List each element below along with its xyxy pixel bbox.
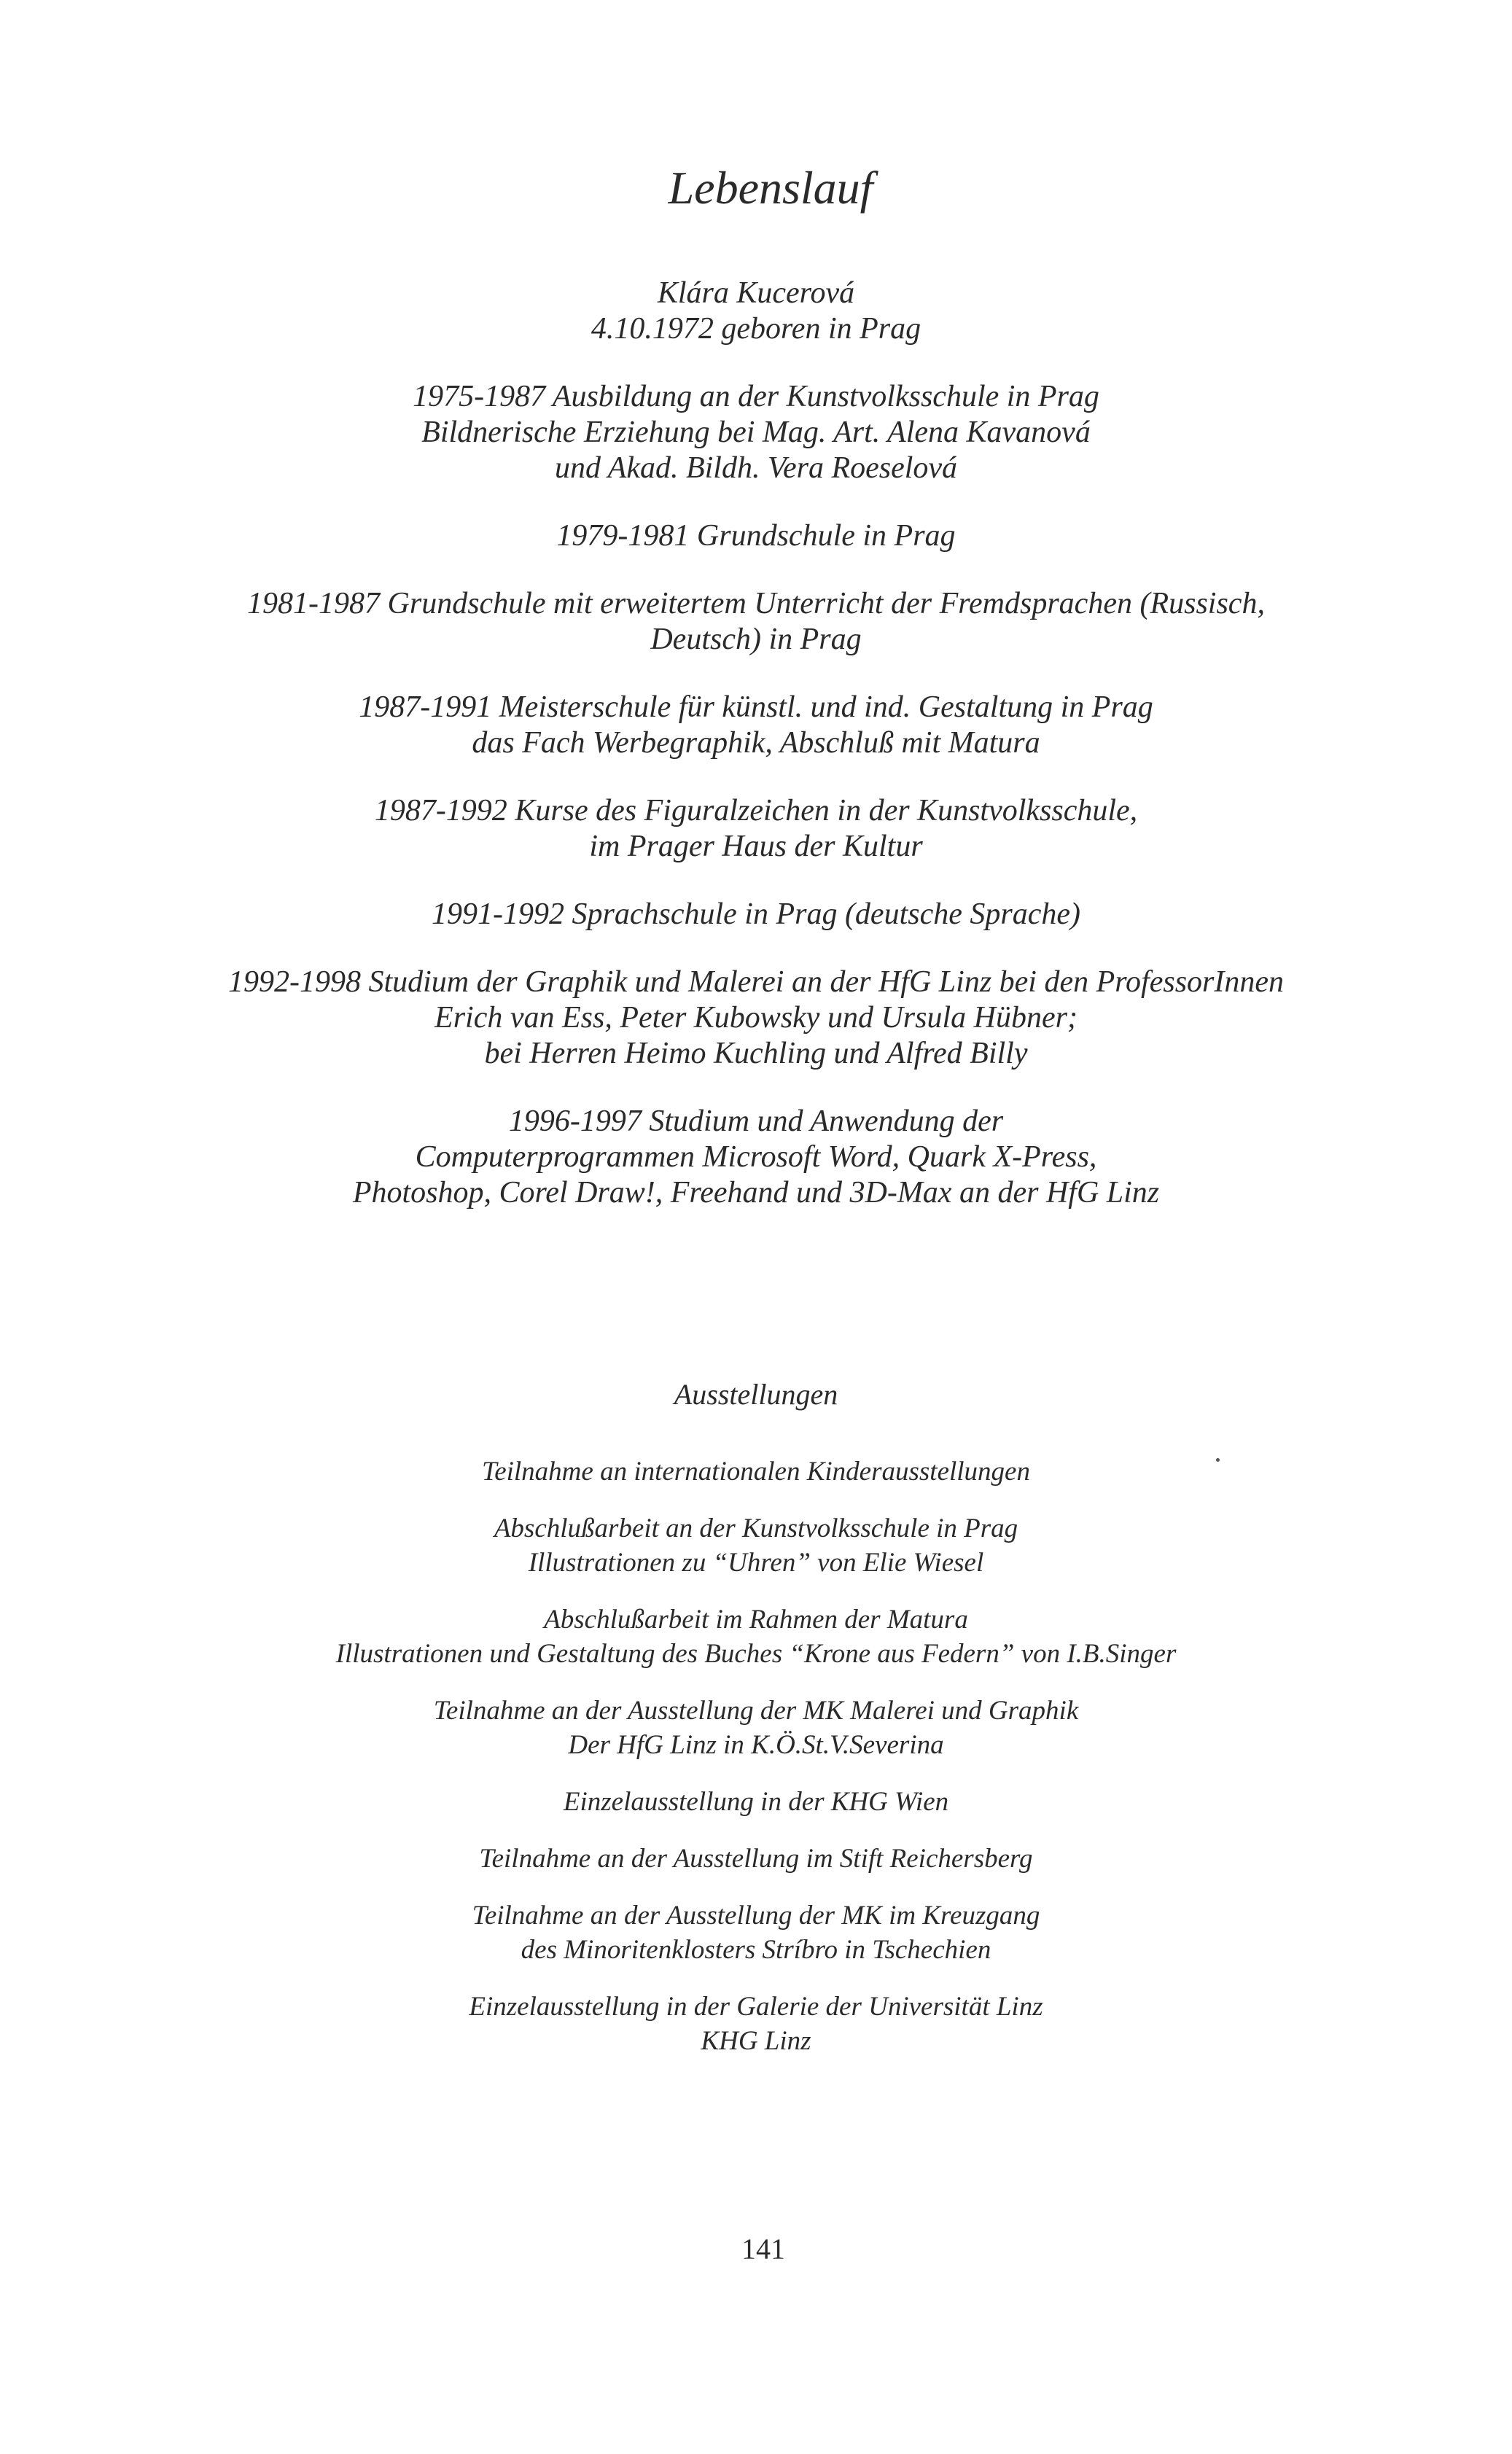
exhibition-line: Illustrationen zu “Uhren” von Elie Wiesel <box>528 1548 984 1578</box>
exhibitions-section <box>117 1454 1395 2058</box>
exhibition-entry <box>117 1454 1395 1489</box>
bio-line: bei Herren Heimo Kuchling und Alfred Billy <box>484 1037 1028 1070</box>
bio-line: und Akad. Bildh. Vera Roeselová <box>554 451 958 485</box>
exhibition-line: KHG Linz <box>701 2026 811 2056</box>
scan-speck <box>1216 1458 1220 1462</box>
bio-entry <box>117 1104 1395 1211</box>
exhibition-entry <box>117 1898 1395 1967</box>
bio-line: 1987-1992 Kurse des Figuralzeichen in der Kunstvolksschule, <box>374 794 1138 827</box>
exhibition-entry <box>117 1785 1395 1819</box>
bio-line: Erich van Ess, Peter Kubowsky und Ursula Hübner; <box>434 1001 1078 1035</box>
page-number: 141 <box>741 2232 785 2265</box>
bio-line: 1975-1987 Ausbildung an der Kunstvolksschule in Prag <box>413 380 1099 413</box>
bio-line: 1981-1987 Grundschule mit erweitertem Unterricht der Fremdsprachen (Russisch, <box>247 587 1265 620</box>
bio-line: das Fach Werbegraphik, Abschluß mit Matura <box>472 726 1040 760</box>
exhibition-line: Der HfG Linz in K.Ö.St.V.Severina <box>568 1730 944 1760</box>
bio-line: 1992-1998 Studium der Graphik und Malerei an der HfG Linz bei den ProfessorInnen <box>227 965 1285 999</box>
exhibition-line: Abschlußarbeit im Rahmen der Matura <box>544 1605 968 1635</box>
bio-line: Deutsch) in Prag <box>650 623 862 656</box>
exhibition-entry <box>117 1990 1395 2058</box>
bio-line: 4.10.1972 geboren in Prag <box>591 312 921 346</box>
exhibition-line: Teilnahme an internationalen Kinderausstellungen <box>482 1457 1030 1487</box>
exhibition-entry <box>117 1842 1395 1876</box>
exhibition-entry <box>117 1694 1395 1762</box>
exhibition-line: Teilnahme an der Ausstellung im Stift Reichersberg <box>479 1844 1033 1874</box>
bio-entry <box>117 965 1395 1072</box>
bio-line: 1987-1991 Meisterschule für künstl. und ind. Gestaltung in Prag <box>359 690 1153 724</box>
bio-line: Photoshop, Corel Draw!, Freehand und 3D-Max an der HfG Linz <box>352 1176 1160 1210</box>
exhibition-entry <box>117 1511 1395 1580</box>
exhibition-line: Teilnahme an der Ausstellung der MK Malerei und Graphik <box>433 1696 1079 1726</box>
bio-entry <box>117 690 1395 761</box>
bio-entry-name <box>117 276 1395 347</box>
exhibition-line: Teilnahme an der Ausstellung der MK im Kreuzgang <box>472 1901 1040 1931</box>
exhibition-line: des Minoritenklosters Stríbro in Tschechien <box>521 1935 991 1965</box>
exhibition-line: Einzelausstellung in der Galerie der Universität Linz <box>469 1992 1043 2022</box>
exhibition-line: Illustrationen und Gestaltung des Buches “Krone aus Federn” von I.B.Singer <box>335 1639 1177 1669</box>
exhibition-line: Einzelausstellung in der KHG Wien <box>563 1787 949 1817</box>
bio-line: 1996-1997 Studium und Anwendung der <box>508 1105 1004 1138</box>
bio-entry <box>117 897 1395 932</box>
page-title: Lebenslauf <box>668 162 873 214</box>
bio-line: Bildnerische Erziehung bei Mag. Art. Alena Kavanová <box>421 416 1091 449</box>
bio-entry <box>117 586 1395 658</box>
bio-entry <box>117 518 1395 554</box>
exhibition-line: Abschlußarbeit an der Kunstvolksschule in Prag <box>494 1514 1018 1543</box>
bio-entry <box>117 793 1395 865</box>
bio-line: im Prager Haus der Kultur <box>589 830 923 863</box>
exhibitions-heading: Ausstellungen <box>674 1378 838 1411</box>
bio-line: 1991-1992 Sprachschule in Prag (deutsche Sprache) <box>432 897 1080 931</box>
bio-line: 1979-1981 Grundschule in Prag <box>556 519 956 553</box>
bio-entry <box>117 379 1395 486</box>
bio-line: Computerprogrammen Microsoft Word, Quark X-Press, <box>415 1140 1097 1174</box>
biography-section <box>117 276 1395 1211</box>
exhibition-entry <box>117 1602 1395 1671</box>
bio-line: Klára Kucerová <box>657 276 855 310</box>
